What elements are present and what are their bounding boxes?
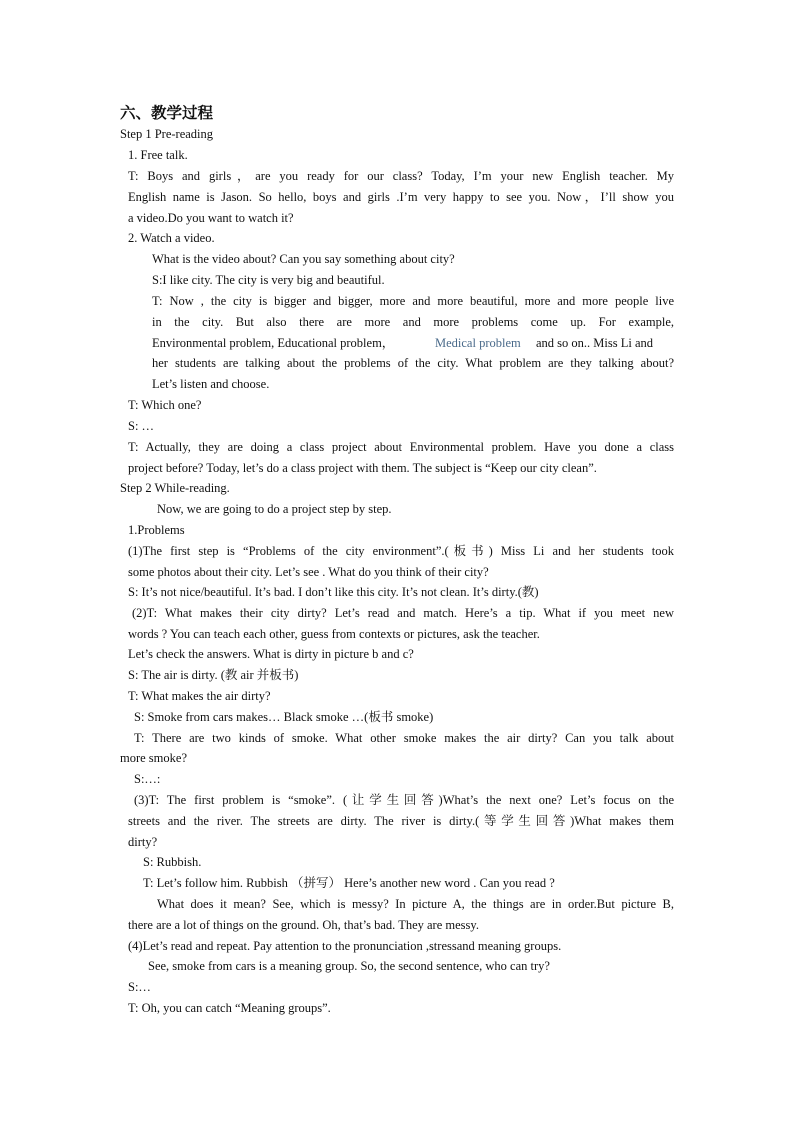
text-line: Let’s listen and choose. (152, 377, 270, 391)
section-title: 六、教学过程 (120, 104, 214, 122)
text-line: T: What makes the air dirty? (128, 689, 271, 703)
text-line: T: Now , the city is bigger and bigger, more and more beautiful, more and more people live (152, 294, 674, 308)
text-line: S:I like city. The city is very big and beautiful. (152, 273, 385, 287)
text-line: and so on.. Miss Li and (536, 336, 654, 350)
step-heading: Step 1 Pre-reading (120, 127, 214, 141)
text-line: 1.Problems (128, 523, 185, 537)
text-line: T: Which one? (128, 398, 202, 412)
text-line: S:… (128, 980, 151, 994)
text-line: in the city. But also there are more and more problems come up. For example, (152, 315, 674, 329)
text-line: See, smoke from cars is a meaning group. So, the second sentence, who can try? (148, 959, 550, 973)
text-line: T: Let’s follow him. Rubbish （拼写） Here’s another new word . Can you read ? (143, 876, 555, 890)
text-line: T: Actually, they are doing a class project about Environmental problem. Have you done a class (128, 440, 674, 454)
text-line: dirty? (128, 835, 158, 849)
text-line: (4)Let’s read and repeat. Pay attention to the pronunciation ,stressand meaning groups. (128, 939, 562, 953)
text-line: Let’s check the answers. What is dirty in picture b and c? (128, 647, 414, 661)
text-line: project before? Today, let’s do a class project with them. The subject is “Keep our city clean”. (128, 461, 597, 475)
text-line: (3)T: The first problem is “smoke”. (让学生回答)What’s the next one? Let’s focus on the (134, 793, 674, 807)
text-line: more smoke? (120, 751, 187, 765)
text-line: 2. Watch a video. (128, 231, 215, 245)
text-line: S: It’s not nice/beautiful. It’s bad. I don’t like this city. It’s not clean. It’s dirty.(教) (128, 585, 539, 599)
text-line: 1. Free talk. (128, 148, 188, 162)
text-line: there are a lot of things on the ground. Oh, that’s bad. They are messy. (128, 918, 479, 932)
text-line: (1)The first step is “Problems of the city environment”.(板书) Miss Li and her students took (128, 544, 674, 558)
text-line: a video.Do you want to watch it? (128, 211, 294, 225)
text-line: What is the video about? Can you say something about city? (152, 252, 455, 266)
text-line: Environmental problem, Educational problem， (152, 336, 395, 350)
text-line: S: The air is dirty. (教 air 并板书) (128, 668, 299, 682)
step-heading: Step 2 While-reading. (120, 481, 230, 495)
text-line: streets and the river. The streets are dirty. The river is dirty.(等学生回答)What makes them (128, 814, 674, 828)
text-line: T: There are two kinds of smoke. What other smoke makes the air dirty? Can you talk about (134, 731, 674, 745)
text-line: T: Boys and girls，are you ready for our class? Today, I’m your new English teacher. My (128, 169, 674, 183)
text-line: English name is Jason. So hello, boys and girls .I’m very happy to see you. Now，I’ll show you (128, 190, 674, 204)
text-line: S: … (128, 419, 155, 433)
highlighted-text: Medical problem (435, 336, 521, 350)
text-line: (2)T: What makes their city dirty? Let’s read and match. Here’s a tip. What if you meet new (132, 606, 674, 620)
text-line: Now, we are going to do a project step by step. (157, 502, 392, 516)
text-line: What does it mean? See, which is messy? In picture A, the things are in order.But picture B, (157, 897, 674, 911)
text-line: S: Smoke from cars makes… Black smoke …(板书 smoke) (134, 710, 434, 724)
text-line: her students are talking about the problems of the city. What problem are they talking about? (152, 356, 674, 370)
text-line: some photos about their city. Let’s see . What do you think of their city? (128, 565, 489, 579)
text-line: S:…: (134, 772, 161, 786)
text-line: words ? You can teach each other, guess from contexts or pictures, ask the teacher. (128, 627, 540, 641)
text-line: T: Oh, you can catch “Meaning groups”. (128, 1001, 331, 1015)
text-line: S: Rubbish. (143, 855, 202, 869)
